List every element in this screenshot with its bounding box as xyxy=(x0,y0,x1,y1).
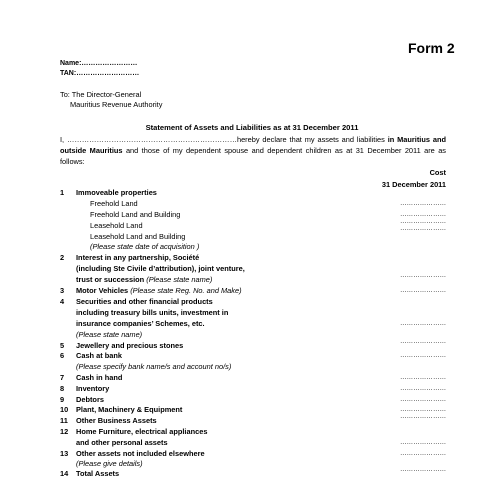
item-label: Inventory xyxy=(76,384,110,393)
value-placeholder: ………………… xyxy=(400,218,447,225)
value-placeholder: ………………… xyxy=(400,211,447,218)
item-note: (Please state Reg. No. and Make) xyxy=(130,286,242,295)
item-label: Immoveable properties xyxy=(76,188,157,197)
item-row-7 xyxy=(60,374,446,385)
form-label: Form 2 xyxy=(408,40,455,56)
item-label-cont: trust or succession (Please state name) xyxy=(76,275,213,284)
item-label: Securities and other financial products xyxy=(76,297,213,306)
item-note: (Please state name) xyxy=(146,275,213,284)
declaration-paragraph xyxy=(60,134,446,167)
item-label: Jewellery and precious stones xyxy=(76,341,184,350)
item-label: Cash in hand xyxy=(76,373,123,382)
item-label: Plant, Machinery & Equipment xyxy=(76,405,183,414)
item-number: 3 xyxy=(60,286,65,295)
item-note: (Please specify bank name/s and account no/s) xyxy=(76,362,232,371)
item-row-14 xyxy=(60,466,447,481)
sub-label: Freehold Land and Building xyxy=(90,210,181,219)
item-number: 4 xyxy=(60,297,65,306)
item-number: 13 xyxy=(60,449,69,458)
item-note: (Please state name) xyxy=(76,330,143,339)
value-placeholder: ………………… xyxy=(400,352,447,359)
value-placeholder: ………………… xyxy=(400,450,447,457)
sub-label: Freehold Land xyxy=(90,199,138,208)
item-label: Motor Vehicles (Please state Reg. No. and Make) xyxy=(76,286,242,295)
item-number: 9 xyxy=(60,395,65,404)
item-number: 14 xyxy=(60,469,69,478)
declaration-part-2: and those of my dependent spouse and dependent children as at 31 December 2011 are as follows: xyxy=(60,146,447,166)
recipient-line-2: Mauritius Revenue Authority xyxy=(70,100,163,109)
declaration-bold: in Mauritius and outside Mauritius xyxy=(60,135,446,155)
item-label-cont: and other personal assets xyxy=(76,438,168,447)
value-placeholder: ………………… xyxy=(400,396,447,403)
sub-label: Leasehold Land xyxy=(90,221,143,230)
item-number: 11 xyxy=(60,416,68,425)
sub-label: Leasehold Land and Building xyxy=(90,232,186,241)
value-placeholder: ………………… xyxy=(400,320,447,327)
recipient-line-1: To: The Director-General xyxy=(60,90,142,99)
value-placeholder: ………………… xyxy=(400,200,447,207)
value-placeholder: ………………… xyxy=(400,225,447,232)
item-label: Interest in any partnership, Société xyxy=(76,253,200,262)
value-placeholder: ………………… xyxy=(400,439,447,446)
item-label: Home Furniture, electrical appliances xyxy=(76,427,208,436)
value-placeholder: ………………… xyxy=(400,466,447,473)
value-placeholder: ………………… xyxy=(400,406,447,413)
item-label: Debtors xyxy=(76,395,104,404)
item-number: 7 xyxy=(60,373,65,382)
item-label-cont: insurance companies’ Schemes, etc. xyxy=(76,319,205,328)
item-note: (Please state date of acquisition ) xyxy=(90,242,200,251)
statement-title: Statement of Assets and Liabilities as at 31 December 2011 xyxy=(145,123,359,132)
value-placeholder: ………………… xyxy=(400,413,447,420)
item-label-cont: (including Ste Civile d’attribution), joint venture, xyxy=(76,264,245,273)
item-row-8 xyxy=(60,385,446,396)
item-label: Other Business Assets xyxy=(76,416,157,425)
item-number: 8 xyxy=(60,384,65,393)
value-placeholder: ………………… xyxy=(400,374,447,381)
cost-header-line-1: Cost xyxy=(429,168,446,177)
tan-field-line: TAN:……………………… xyxy=(60,70,140,77)
item-number: 1 xyxy=(60,188,65,197)
item-number: 2 xyxy=(60,253,65,262)
item-label: Other assets not included elsewhere xyxy=(76,449,205,458)
cost-header-line-2: 31 December 2011 xyxy=(381,179,446,189)
item-label-cont: including treasury bills units, investment in xyxy=(76,308,229,317)
item-number: 10 xyxy=(60,405,69,414)
item-label: Cash at bank xyxy=(76,351,123,360)
item-number: 6 xyxy=(60,351,65,360)
declaration-part-1: I, ……………………………………………………………hereby declare that my assets and liabilities xyxy=(60,135,388,144)
cost-column-header xyxy=(356,167,446,190)
name-field-line: Name:…………………… xyxy=(60,60,138,67)
value-placeholder: ………………… xyxy=(400,287,447,294)
item-number: 12 xyxy=(60,427,69,436)
item-note: (Please give details) xyxy=(76,459,143,468)
value-placeholder: ………………… xyxy=(400,385,447,392)
value-placeholder: ………………… xyxy=(400,272,447,279)
item-label: Total Assets xyxy=(76,469,120,478)
value-placeholder: ………………… xyxy=(400,338,447,345)
item-number: 5 xyxy=(60,341,65,350)
